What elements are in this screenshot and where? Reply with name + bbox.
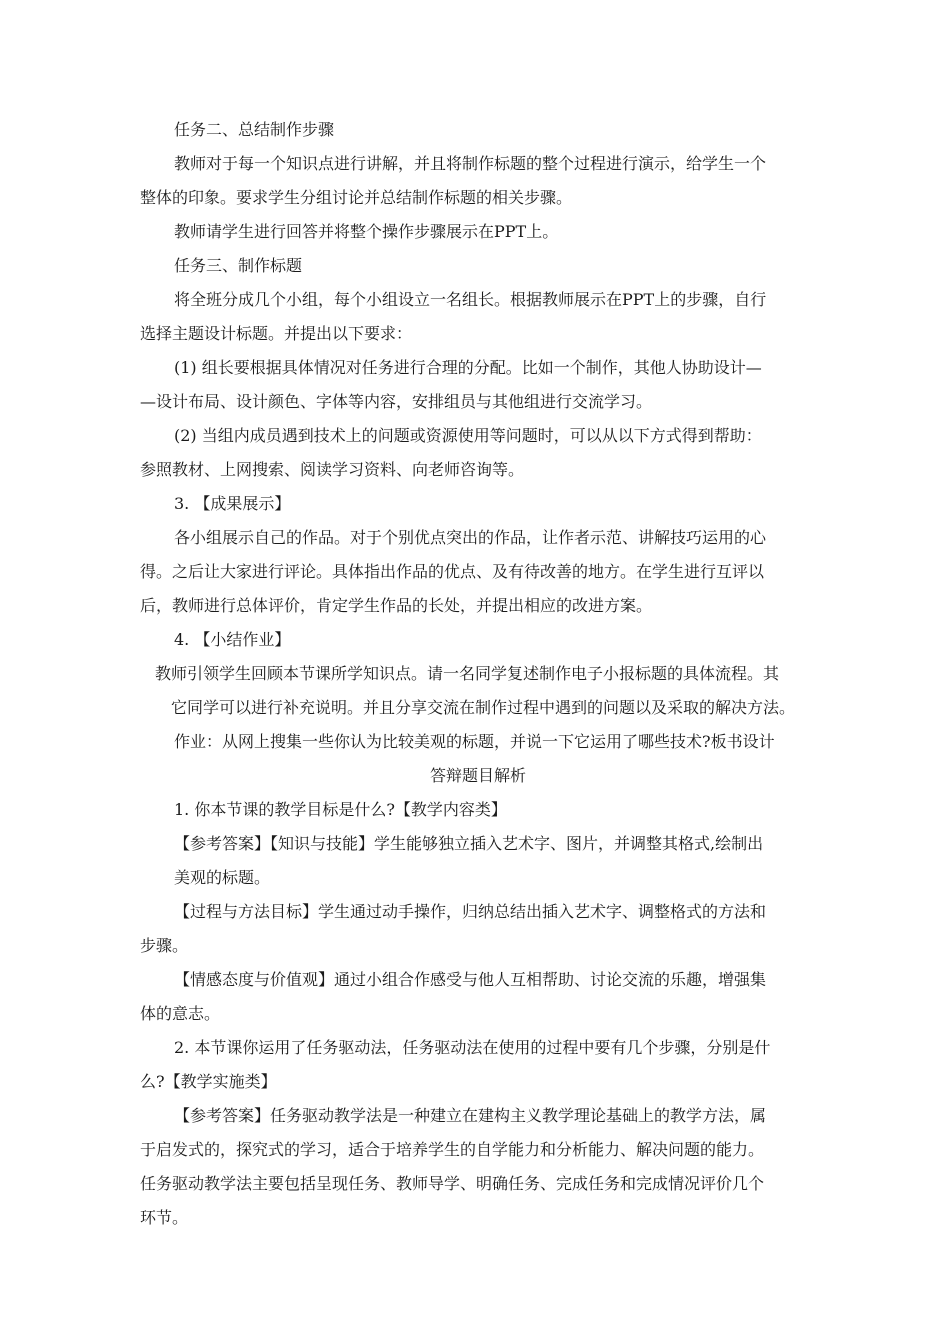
paragraph-line: 各小组展示自己的作品。对于个别优点突出的作品，让作者示范、讲解技巧运用的心 bbox=[174, 528, 767, 547]
section-title-defense: 答辩题目解析 bbox=[429, 766, 526, 785]
document-page bbox=[140, 113, 816, 1235]
section-heading-summary: 4. 【小结作业】 bbox=[174, 630, 291, 649]
paragraph-line: 教师引领学生回顾本节课所学知识点。请一名同学复述制作电子小报标题的具体流程。其 bbox=[155, 664, 780, 683]
list-item-line: —设计布局、设计颜色、字体等内容，安排组员与其他组进行交流学习。 bbox=[140, 392, 653, 411]
paragraph-line: 后，教师进行总体评价，肯定学生作品的长处，并提出相应的改进方案。 bbox=[140, 596, 653, 615]
question-line: 2. 本节课你运用了任务驱动法，任务驱动法在使用的过程中要有几个步骤，分别是什 bbox=[174, 1038, 771, 1057]
answer-line: 美观的标题。 bbox=[174, 868, 271, 887]
question-line: 1. 你本节课的教学目标是什么?【教学内容类】 bbox=[174, 800, 507, 819]
paragraph-line: 整体的印象。要求学生分组讨论并总结制作标题的相关步骤。 bbox=[140, 188, 573, 207]
paragraph-line: 它同学可以进行补充说明。并且分享交流在制作过程中遇到的问题以及采取的解决方法。 bbox=[171, 698, 796, 717]
answer-line: 体的意志。 bbox=[140, 1004, 221, 1023]
question-line: 么?【教学实施类】 bbox=[140, 1072, 277, 1091]
task-three-heading: 任务三、制作标题 bbox=[174, 256, 303, 275]
answer-line: 步骤。 bbox=[140, 936, 189, 955]
answer-line: 【情感态度与价值观】通过小组合作感受与他人互相帮助、讨论交流的乐趣，增强集 bbox=[174, 970, 767, 989]
section-heading-results: 3. 【成果展示】 bbox=[174, 494, 291, 513]
paragraph-line: 教师请学生进行回答并将整个操作步骤展示在PPT上。 bbox=[174, 222, 559, 241]
task-two-heading: 任务二、总结制作步骤 bbox=[174, 120, 335, 139]
answer-line: 于启发式的，探究式的学习，适合于培养学生的自学能力和分析能力、解决问题的能力。 bbox=[140, 1140, 765, 1159]
answer-line: 任务驱动教学法主要包括呈现任务、教师导学、明确任务、完成任务和完成情况评价几个 bbox=[140, 1174, 765, 1193]
answer-line: 【参考答案】任务驱动教学法是一种建立在建构主义教学理论基础上的教学方法，属 bbox=[174, 1106, 767, 1125]
paragraph-line: 选择主题设计标题。并提出以下要求： bbox=[140, 324, 413, 343]
list-item-line: (2) 当组内成员遇到技术上的问题或资源使用等问题时，可以从以下方式得到帮助： bbox=[174, 426, 762, 445]
paragraph-line: 将全班分成几个小组，每个小组设立一名组长。根据教师展示在PPT上的步骤，自行 bbox=[174, 290, 767, 309]
list-item-line: 参照教材、上网搜索、阅读学习资料、向老师咨询等。 bbox=[140, 460, 525, 479]
paragraph-line: 教师对于每一个知识点进行讲解，并且将制作标题的整个过程进行演示，给学生一个 bbox=[174, 154, 767, 173]
homework-line: 作业：从网上搜集一些你认为比较美观的标题，并说一下它运用了哪些技术?板书设计 bbox=[174, 732, 775, 751]
answer-line: 环节。 bbox=[140, 1208, 189, 1227]
list-item-line: (1) 组长要根据具体情况对任务进行合理的分配。比如一个制作，其他人协助设计— bbox=[174, 358, 762, 377]
paragraph-line: 得。之后让大家进行评论。具体指出作品的优点、及有待改善的地方。在学生进行互评以 bbox=[140, 562, 765, 581]
answer-line: 【过程与方法目标】学生通过动手操作，归纳总结出插入艺术字、调整格式的方法和 bbox=[174, 902, 767, 921]
answer-line: 【参考答案】【知识与技能】学生能够独立插入艺术字、图片，并调整其格式,绘制出 bbox=[174, 834, 764, 853]
